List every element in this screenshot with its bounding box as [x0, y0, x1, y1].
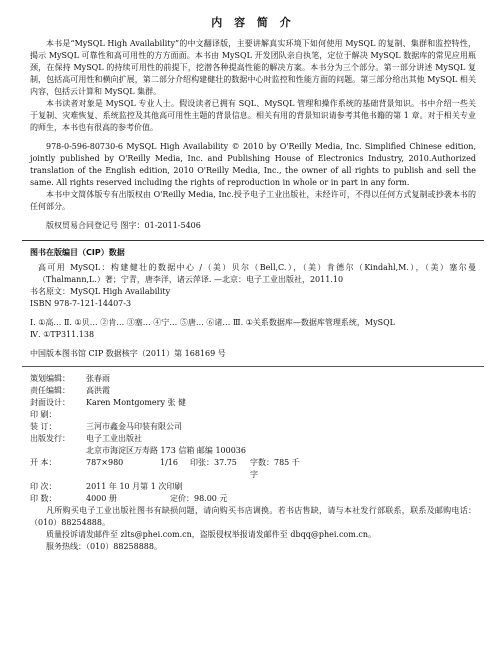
word-count: 字数：785 千字 — [250, 458, 300, 479]
notice-3: 服务热线：（010）88258888。 — [46, 542, 162, 551]
cip-line-2: 书名原文：MySQL High Availability — [30, 287, 171, 296]
cip-line-1: 高可用 MySQL：构建健壮的数据中心 /（美）贝尔（Bell,C.），（美）肯德尔（Kindahl,M.），（美）塞尔曼（Thalmann,L.）著；宁青，唐李洋，诸云萍译. —北京：电子工业出版社，2011.10 — [38, 263, 476, 284]
label: 印 次： — [30, 482, 57, 491]
value: 三河市鑫金马印装有限公司 — [86, 422, 182, 431]
value: 电子工业出版社 — [86, 434, 142, 443]
label: 印 数： — [30, 494, 57, 503]
value: 高洪霞 — [86, 386, 110, 395]
divider — [22, 240, 484, 241]
license-paragraph: 978-0-596-80730-6 MySQL High Availability © 2010 by O'Reilly Media, Inc. Simplified Chinese edition, jointly published by O'Reilly Media, Inc. and Publishing House of Electronics Industry, 2010.Authorized translation of the English edition, 2010 O'Reilly Media, Inc., the owner of all rights to publish and sell the same. All rights reserved including the rights of reproduction in whole or in part in any form. — [30, 142, 476, 187]
value: Karen Montgomery 张 健 — [86, 398, 187, 407]
copies-row — [30, 493, 476, 505]
divider-2 — [22, 366, 484, 367]
label: 封面设计： — [30, 398, 70, 407]
value: 2011 年 10 月第 1 次印刷 — [86, 482, 183, 491]
format-size: 787×980 — [86, 458, 124, 467]
value: 张春雨 — [86, 374, 110, 383]
publisher-row — [30, 433, 476, 445]
label: 印 刷： — [30, 410, 57, 419]
cip-line-6: 中国版本图书馆 CIP 数据核字（2011）第 168169 号 — [30, 349, 226, 358]
planning-editor-row — [30, 373, 476, 385]
publisher-address: 北京市海淀区万寿路 173 信箱 邮编 100036 — [86, 446, 246, 455]
cover-design-row — [30, 397, 476, 409]
intro-paragraph-1: 本书是“MySQL High Availability”的中文翻译版，主要讲解真实环境下如何使用 MySQL 的复制、集群和监控特性，揭示 MySQL 可靠性和高可用性的方方面面。本书由 MySQL 开发团队亲自执笔，定位于解决 MySQL 数据库的常见应用瓶颈，在保持 MySQL 的持续可用性的前提下，挖潜各种提高性能的解决方案。本书分为三个部分。第一部分讲述 MySQL 复制，包括高可用性和横向扩展，第二部分介绍构建健壮的数据中心时监控和性能方面的问题。第三部分给出其他 MySQL 相关内容，包括云计算和 MySQL 集群。 — [30, 39, 476, 96]
format-fold: 1/16 — [160, 458, 178, 467]
label: 出版发行： — [30, 434, 70, 443]
notice-2: 质量投诉请发邮件至 zlts@phei.com.cn，盗版侵权举报请发邮件至 dbqq@phei.com.cn。 — [46, 530, 376, 539]
format-row — [30, 457, 476, 481]
cip-heading: 图书在版编目（CIP）数据 — [30, 248, 125, 257]
label: 策划编辑： — [30, 374, 70, 383]
copyright-registration: 版权贸易合同登记号 图字：01-2011-5406 — [46, 221, 201, 230]
cip-line-5: Ⅳ. ①TP311.138 — [30, 330, 95, 339]
responsible-editor-row — [30, 385, 476, 397]
label: 开 本： — [30, 458, 57, 467]
copyright-page — [30, 14, 476, 553]
cip-line-4: Ⅰ. ①高… Ⅱ. ①贝… ②肯… ③塞… ④宁… ⑤唐… ⑥诸… Ⅲ. ①关系数据库—数据库管理系统，MySQL — [30, 318, 395, 327]
intro-paragraph-2: 本书读者对象是 MySQL 专业人士。假设读者已拥有 SQL、MySQL 管理和操作系统的基础背景知识。书中介绍一些关于复制、灾难恢复、系统监控及其他高可用性主题的背景信息。相关有用的背景知识请参考其他书籍的第 1 章。对于相关专业的师生，本书也有很高的参考价值。 — [30, 99, 476, 132]
notice-1: 凡所购买电子工业出版社图书有缺损问题，请向购买书店调换。若书店售缺，请与本社发行部联系，联系及邮购电话：（010）88254888。 — [30, 506, 476, 527]
rights-paragraph: 本书中文简体版专有出版权由 O'Reilly Media, Inc.授予电子工业出版社，未经许可，不得以任何方式复制或抄袭本书的任何部分。 — [30, 190, 476, 211]
value — [86, 409, 476, 421]
page-title: 内 容 简 介 — [211, 16, 295, 29]
cip-line-3: ISBN 978-7-121-14407-3 — [30, 299, 132, 308]
price: 定价：98.00 元 — [170, 494, 228, 503]
binding-row — [30, 421, 476, 433]
label: 装 订： — [30, 422, 57, 431]
print-sheets: 印张：37.75 — [190, 458, 237, 467]
copies-value: 4000 册 — [86, 494, 117, 503]
printing-row — [30, 409, 476, 421]
label: 责任编辑： — [30, 386, 70, 395]
edition-row — [30, 481, 476, 493]
